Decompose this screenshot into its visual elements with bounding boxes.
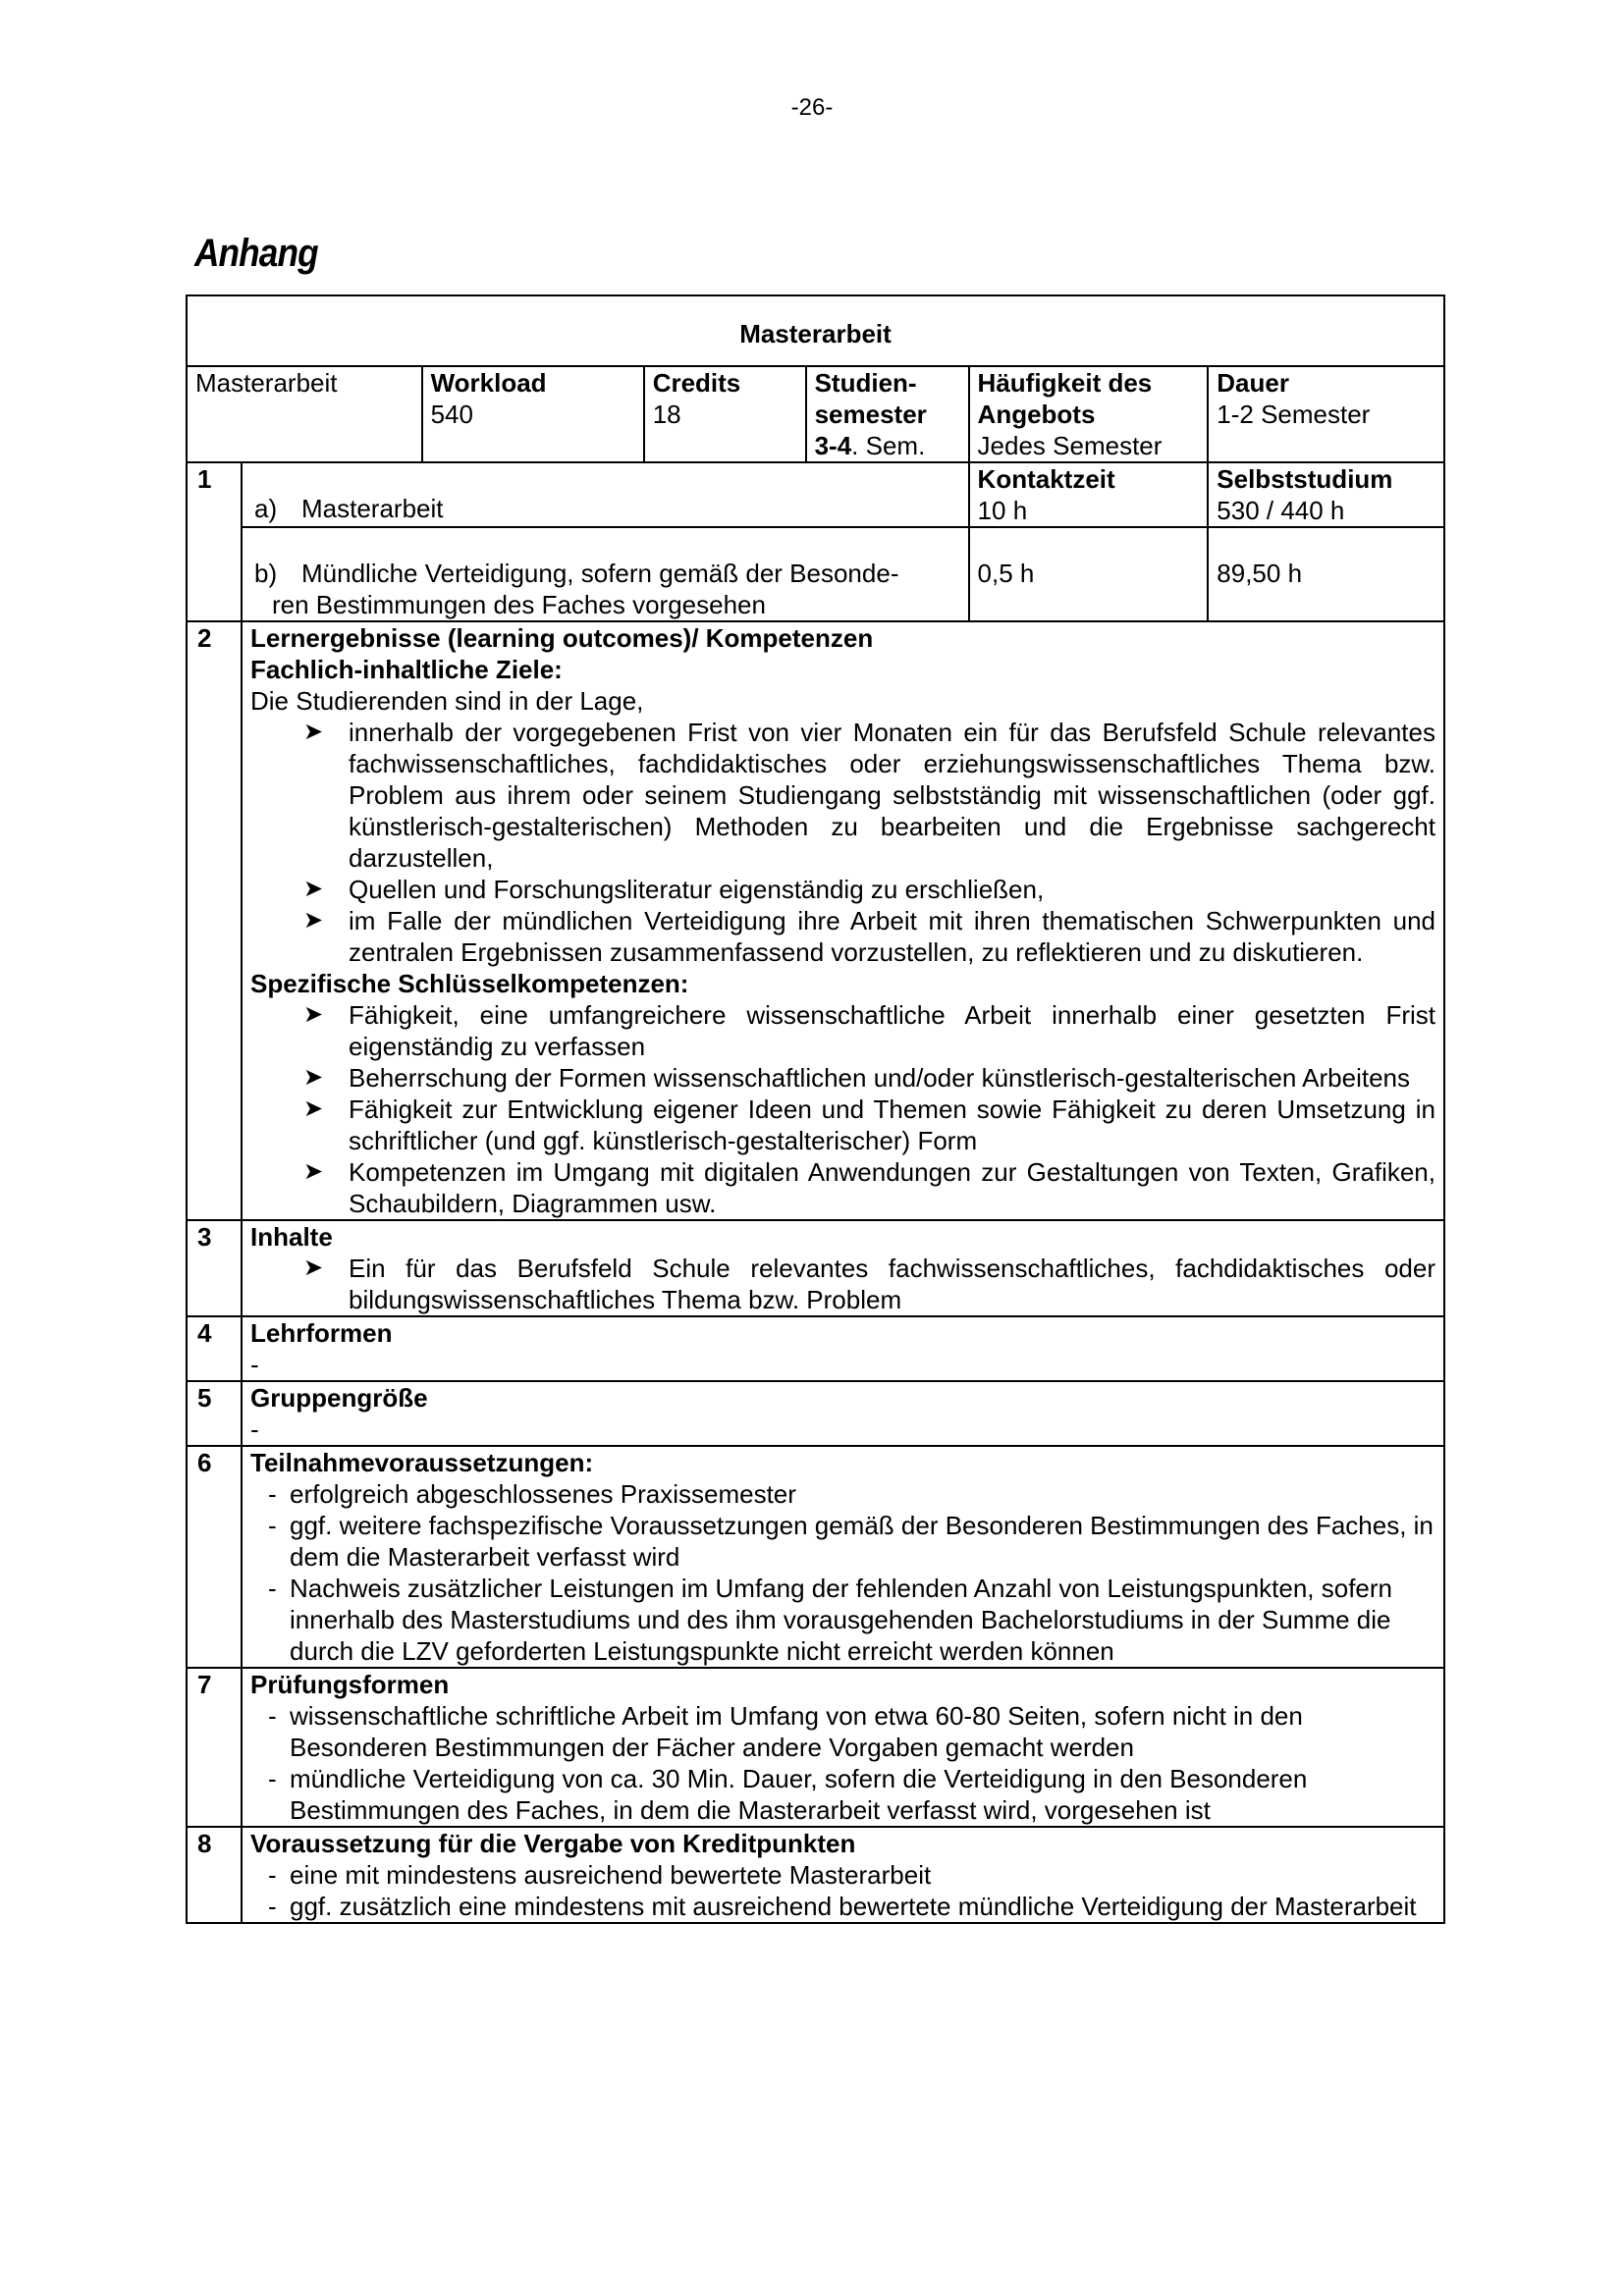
row-3-content bbox=[242, 1220, 1444, 1316]
row-1a-label: a) bbox=[254, 494, 278, 523]
goal-item: ➤ im Falle der mündlichen Verteidigung ihre Arbeit mit ihren thematischen Schwerpunkten und zentralen Ergebnissen zusammenfassend vorzustellen, zu reflektieren und zu diskutieren. bbox=[303, 906, 1435, 967]
semester-label-2: semester bbox=[814, 400, 927, 429]
row-6-number: 6 bbox=[187, 1446, 242, 1668]
row-1b-text-1: Mündliche Verteidigung, sofern gemäß der Besonde- bbox=[301, 559, 899, 588]
row-2-sub1: Fachlich-inhaltliche Ziele: bbox=[250, 655, 563, 684]
arrow-icon: ➤ bbox=[303, 1255, 324, 1281]
credit-requirement-item: - ggf. zusätzlich eine mindestens mit ausreichend bewertete mündliche Verteidigung der Masterarbeit bbox=[268, 1891, 1435, 1922]
row-5 bbox=[187, 1381, 1444, 1446]
module-header-row bbox=[187, 366, 1444, 462]
duration-label: Dauer bbox=[1217, 368, 1289, 398]
goal-item: ➤ innerhalb der vorgegebenen Frist von vier Monaten ein für das Berufsfeld Schule relevantes fachwissenschaftliches, fachdidaktisches oder erziehungswissenschaftliches Thema bzw. Problem aus ihrem oder seinem Studiengang selbstständig mit wissenschaftlichen (oder ggf. künstlerisch-gestalterischen) Methoden zu bearbeiten und die Ergebnisse sachgerecht darzustellen, bbox=[303, 718, 1435, 873]
duration-value: 1-2 Semester bbox=[1217, 400, 1371, 429]
row-8 bbox=[187, 1827, 1444, 1923]
self-b: 89,50 h bbox=[1208, 527, 1444, 621]
frequency-value: Jedes Semester bbox=[977, 431, 1163, 460]
row-2-content bbox=[242, 621, 1444, 1220]
semester-label-1: Studien- bbox=[814, 368, 917, 398]
row-1a-text: Masterarbeit bbox=[301, 494, 444, 523]
row-1b-cell bbox=[242, 527, 969, 621]
exam-form-item: - wissenschaftliche schriftliche Arbeit im Umfang von etwa 60-80 Seiten, sofern nicht in den Besonderen Bestimmungen der Fächer andere Vorgaben gemacht werden bbox=[268, 1700, 1435, 1763]
row-1a bbox=[250, 493, 960, 524]
frequency-cell bbox=[969, 366, 1209, 462]
row-8-content bbox=[242, 1827, 1444, 1923]
row-3-number: 3 bbox=[187, 1220, 242, 1316]
row-3 bbox=[187, 1220, 1444, 1316]
duration-cell bbox=[1208, 366, 1444, 462]
credits-cell bbox=[644, 366, 806, 462]
goal-item: ➤ Quellen und Forschungsliteratur eigenständig zu erschließen, bbox=[303, 875, 1045, 904]
module-title-row bbox=[187, 295, 1444, 366]
credits-label: Credits bbox=[652, 368, 741, 398]
arrow-icon: ➤ bbox=[303, 1158, 324, 1185]
row-8-heading: Voraussetzung für die Vergabe von Kreditpunkten bbox=[250, 1829, 856, 1858]
arrow-icon: ➤ bbox=[303, 907, 324, 934]
row-5-value: - bbox=[250, 1415, 259, 1444]
row-5-content bbox=[242, 1381, 1444, 1446]
row-1b bbox=[250, 558, 960, 589]
row-4-heading: Lehrformen bbox=[250, 1318, 393, 1348]
arrow-icon: ➤ bbox=[303, 1064, 324, 1091]
row-2-sub2: Spezifische Schlüsselkompetenzen: bbox=[250, 969, 689, 998]
semester-value-bold: 3-4 bbox=[814, 431, 852, 460]
module-name-cell bbox=[187, 366, 422, 462]
arrow-icon: ➤ bbox=[303, 1095, 324, 1122]
goals-list bbox=[250, 717, 1435, 968]
row-1b bbox=[187, 527, 1444, 621]
contact-label: Kontaktzeit bbox=[977, 464, 1115, 494]
frequency-label-2: Angebots bbox=[977, 400, 1096, 429]
row-4 bbox=[187, 1316, 1444, 1381]
row-8-number: 8 bbox=[187, 1827, 242, 1923]
arrow-icon: ➤ bbox=[303, 1001, 324, 1028]
exam-form-item: - mündliche Verteidigung von ca. 30 Min. Dauer, sofern die Verteidigung in den Besonderen Bestimmungen des Faches, in dem die Masterarbeit verfasst wird, vorgesehen ist bbox=[268, 1763, 1435, 1826]
skill-item: ➤ Beherrschung der Formen wissenschaftlichen und/oder künstlerisch-gestalterischen Arbeitens bbox=[303, 1063, 1411, 1093]
workload-value: 540 bbox=[430, 400, 473, 429]
self-study-label: Selbststudium bbox=[1217, 464, 1393, 494]
row-7-number: 7 bbox=[187, 1668, 242, 1827]
content-item: ➤ Ein für das Berufsfeld Schule relevantes fachwissenschaftliches, fachdidaktisches oder bildungswissenschaftliches Thema bzw. Problem bbox=[303, 1254, 1435, 1314]
page-number: -26- bbox=[790, 94, 834, 121]
row-4-number: 4 bbox=[187, 1316, 242, 1381]
row-1a-cell bbox=[242, 462, 969, 527]
credits-value: 18 bbox=[652, 400, 681, 429]
row-2-heading: Lernergebnisse (learning outcomes)/ Kompetenzen bbox=[250, 623, 874, 653]
skills-list bbox=[250, 999, 1435, 1219]
prerequisite-item: - ggf. weitere fachspezifische Voraussetzungen gemäß der Besonderen Bestimmungen des Faches, in dem die Masterarbeit verfasst wird bbox=[268, 1510, 1435, 1573]
module-name: Masterarbeit bbox=[195, 368, 338, 398]
contact-b: 0,5 h bbox=[969, 527, 1209, 621]
arrow-icon: ➤ bbox=[303, 876, 324, 902]
prerequisites-list bbox=[250, 1478, 1435, 1667]
row-1-number: 1 bbox=[187, 462, 242, 621]
skill-item: ➤ Fähigkeit zur Entwicklung eigener Ideen und Themen sowie Fähigkeit zu deren Umsetzung in schriftlicher (und ggf. künstlerisch-gestalterischer) Form bbox=[303, 1095, 1435, 1155]
exam-forms-list bbox=[250, 1700, 1435, 1826]
module-title: Masterarbeit bbox=[187, 295, 1444, 366]
row-5-number: 5 bbox=[187, 1381, 242, 1446]
skill-item: ➤ Fähigkeit, eine umfangreichere wissenschaftliche Arbeit innerhalb einer gesetzten Frist eigenständig zu verfassen bbox=[303, 1000, 1435, 1061]
self-a: 530 / 440 h bbox=[1217, 496, 1345, 525]
frequency-label-1: Häufigkeit des bbox=[977, 368, 1153, 398]
row-7-content bbox=[242, 1668, 1444, 1827]
row-1b-text-2: ren Bestimmungen des Faches vorgesehen bbox=[272, 590, 766, 619]
arrow-icon: ➤ bbox=[303, 719, 324, 745]
contact-a-cell bbox=[969, 462, 1209, 527]
contact-a: 10 h bbox=[977, 496, 1028, 525]
row-2-number: 2 bbox=[187, 621, 242, 1220]
row-7-heading: Prüfungsformen bbox=[250, 1670, 450, 1699]
skill-item: ➤ Kompetenzen im Umgang mit digitalen Anwendungen zur Gestaltungen von Texten, Grafiken, Schaubildern, Diagrammen usw. bbox=[303, 1157, 1435, 1218]
row-2-intro: Die Studierenden sind in der Lage, bbox=[250, 686, 644, 716]
row-1 bbox=[187, 462, 1444, 527]
contents-list bbox=[250, 1253, 1435, 1315]
workload-label: Workload bbox=[430, 368, 547, 398]
row-2 bbox=[187, 621, 1444, 1220]
semester-value-rest: . Sem. bbox=[851, 431, 926, 460]
credit-requirement-item: - eine mit mindestens ausreichend bewertete Masterarbeit bbox=[268, 1859, 1435, 1891]
row-4-value: - bbox=[250, 1350, 259, 1379]
row-3-heading: Inhalte bbox=[250, 1222, 333, 1252]
module-table bbox=[186, 294, 1445, 1924]
row-1b-label: b) bbox=[254, 559, 278, 588]
row-6 bbox=[187, 1446, 1444, 1668]
row-6-heading: Teilnahmevoraussetzungen: bbox=[250, 1448, 594, 1477]
workload-cell bbox=[422, 366, 644, 462]
appendix-heading: Anhang bbox=[194, 232, 318, 275]
row-4-content bbox=[242, 1316, 1444, 1381]
credit-requirements-list bbox=[250, 1859, 1435, 1922]
semester-value bbox=[815, 430, 960, 461]
prerequisite-item: - erfolgreich abgeschlossenes Praxissemester bbox=[268, 1478, 1435, 1510]
row-7 bbox=[187, 1668, 1444, 1827]
row-5-heading: Gruppengröße bbox=[250, 1383, 428, 1413]
self-a-cell bbox=[1208, 462, 1444, 527]
semester-cell bbox=[806, 366, 969, 462]
prerequisite-item: - Nachweis zusätzlicher Leistungen im Umfang der fehlenden Anzahl von Leistungspunkten, sofern innerhalb des Masterstudiums und des ihm vorausgehenden Bachelorstudiums in der Summe die durch die LZV geforderten Leistungspunkte nicht erreicht werden können bbox=[268, 1573, 1435, 1667]
row-6-content bbox=[242, 1446, 1444, 1668]
